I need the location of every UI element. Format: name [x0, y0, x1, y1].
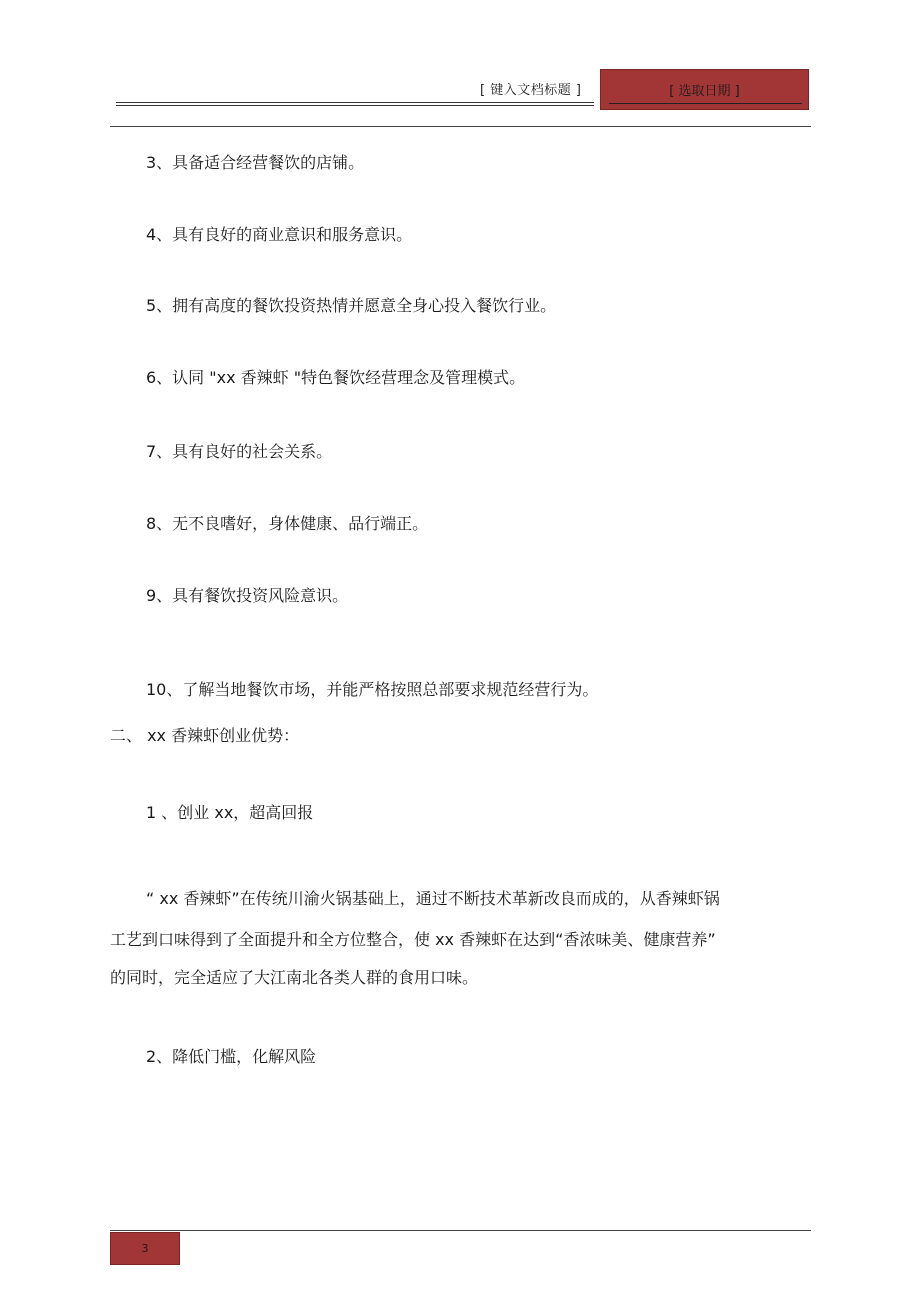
document-title-placeholder[interactable]: [ 键入文档标题 ]: [480, 83, 582, 98]
subheading: 2、降低门槛，化解风险: [146, 1047, 317, 1066]
list-item: 3、具备适合经营餐饮的店铺。: [146, 153, 365, 172]
page-number: 3: [141, 1242, 149, 1255]
header-underline: [116, 102, 594, 103]
paragraph-line: 工艺到口味得到了全面提升和全方位整合，使 xx 香辣虾在达到“香浓味美、健康营养”: [110, 930, 716, 949]
paragraph-line: 的同时，完全适应了大江南北各类人群的食用口味。: [110, 968, 479, 987]
list-item: 10、了解当地餐饮市场，并能严格按照总部要求规范经营行为。: [146, 680, 599, 699]
list-item: 4、具有良好的商业意识和服务意识。: [146, 225, 413, 244]
page-number-box: [110, 1232, 180, 1265]
list-item: 7、具有良好的社会关系。: [146, 442, 333, 461]
list-item: 6、认同 "xx 香辣虾 "特色餐饮经营理念及管理模式。: [146, 368, 526, 387]
list-item: 5、拥有高度的餐饮投资热情并愿意全身心投入餐饮行业。: [146, 296, 557, 315]
date-picker-box[interactable]: [600, 69, 809, 110]
subheading: 1 、创业 xx，超高回报: [146, 803, 314, 822]
date-placeholder[interactable]: [ 选取日期 ]: [669, 84, 740, 99]
section-heading: 二、 xx 香辣虾创业优势：: [110, 726, 300, 745]
list-item: 9、具有餐饮投资风险意识。: [146, 586, 349, 605]
paragraph-line: “ xx 香辣虾”在传统川渝火锅基础上，通过不断技术革新改良而成的，从香辣虾锅: [146, 889, 720, 908]
footer-rule: [110, 1230, 811, 1231]
date-underline: [609, 103, 802, 104]
list-item: 8、无不良嗜好，身体健康、品行端正。: [146, 514, 429, 533]
header-rule: [110, 126, 811, 127]
header-underline: [116, 105, 594, 106]
